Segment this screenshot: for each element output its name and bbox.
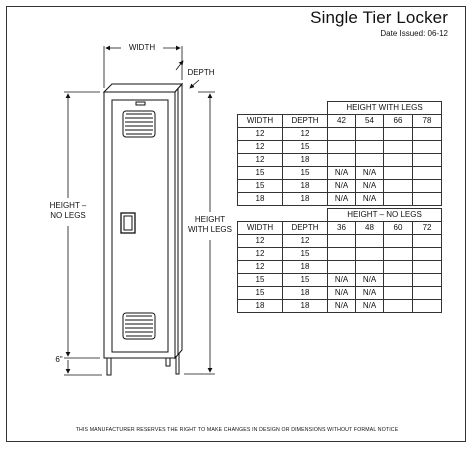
leg-height-label: 6" [55,355,63,364]
group-header: HEIGHT WITH LEGS [328,102,442,115]
table-cell [413,300,442,313]
table-cell: 12 [283,128,328,141]
depth-label: DEPTH [187,68,215,77]
table-cell [384,193,413,206]
table-cell: 12 [283,235,328,248]
table-cell [384,261,413,274]
table-row [238,141,442,154]
table-cell: 18 [238,300,283,313]
table-cell [384,300,413,313]
table-row [238,128,442,141]
column-header-row [238,222,442,235]
table-cell [413,128,442,141]
table-cell [356,261,384,274]
table-cell: N/A [328,167,356,180]
table-cell [413,261,442,274]
table-cell [384,167,413,180]
table-cell [384,141,413,154]
height-with-legs-label [185,215,235,235]
table-cell [413,274,442,287]
table-row [238,274,442,287]
table-row [238,300,442,313]
table-cell [384,180,413,193]
table-cell [413,180,442,193]
table-cell: 15 [283,167,328,180]
height-with-legs-line2: WITH LEGS [187,225,232,234]
date-issued: Date Issued: 06-12 [380,29,448,38]
table-cell: N/A [356,193,384,206]
column-header: DEPTH [283,115,328,128]
table-cell [384,235,413,248]
height-no-legs-table [237,208,442,313]
table-cell: 15 [283,274,328,287]
column-header: 48 [356,222,384,235]
group-header-row [238,102,442,115]
table-cell [356,128,384,141]
table-cell: 18 [283,154,328,167]
column-header: 36 [328,222,356,235]
height-with-legs-line1: HEIGHT [194,215,226,224]
table-cell: N/A [356,287,384,300]
table-cell [384,287,413,300]
table-row [238,235,442,248]
table-cell: N/A [328,180,356,193]
table-cell [384,248,413,261]
table-cell: 15 [238,180,283,193]
table-cell [356,154,384,167]
table-cell: 12 [238,248,283,261]
table-cell: N/A [328,287,356,300]
column-header: WIDTH [238,115,283,128]
table-cell: N/A [328,300,356,313]
group-header-row [238,209,442,222]
column-header: WIDTH [238,222,283,235]
table-cell: N/A [328,193,356,206]
table-cell [356,141,384,154]
table-cell [328,128,356,141]
table-cell: 18 [283,300,328,313]
column-header: 72 [413,222,442,235]
table-cell: 18 [238,193,283,206]
table-cell: 12 [238,235,283,248]
table-cell: 15 [238,287,283,300]
table-cell: 12 [238,261,283,274]
table-row [238,154,442,167]
column-header: 42 [328,115,356,128]
column-header: DEPTH [283,222,328,235]
table-cell: 15 [238,167,283,180]
table-cell [413,154,442,167]
table-cell: N/A [356,180,384,193]
table-cell: 12 [238,154,283,167]
height-no-legs-line2: NO LEGS [50,211,86,220]
table-cell: 12 [238,141,283,154]
table-cell [413,141,442,154]
column-header: 60 [384,222,413,235]
page-title: Single Tier Locker [310,8,448,27]
table-cell: N/A [356,274,384,287]
table-cell: 18 [283,180,328,193]
table-cell: N/A [356,167,384,180]
table-cell [384,128,413,141]
table-cell: 18 [283,287,328,300]
table-row [238,167,442,180]
table-cell [356,235,384,248]
table-cell [328,248,356,261]
table-cell [413,248,442,261]
table-cell: N/A [328,274,356,287]
height-no-legs-label [44,201,92,221]
table-cell: N/A [356,300,384,313]
height-with-legs-table [237,101,442,206]
table-row [238,287,442,300]
table-cell [413,287,442,300]
table-cell [413,193,442,206]
table-cell [328,235,356,248]
column-header: 54 [356,115,384,128]
column-header-row [238,115,442,128]
table-cell [356,248,384,261]
table-row [238,248,442,261]
table-cell: 18 [283,261,328,274]
table-row [238,261,442,274]
spacer-cell [238,102,328,115]
table-cell [328,141,356,154]
table-cell [384,274,413,287]
group-header: HEIGHT – NO LEGS [328,209,442,222]
table-cell [413,235,442,248]
table-cell: 12 [238,128,283,141]
width-label: WIDTH [128,43,156,52]
table-cell: 15 [238,274,283,287]
table-cell [328,154,356,167]
table-row [238,193,442,206]
table-cell: 15 [283,248,328,261]
table-cell [328,261,356,274]
column-header: 66 [384,115,413,128]
table-row [238,180,442,193]
table-cell [384,154,413,167]
table-cell [413,167,442,180]
table-cell: 18 [283,193,328,206]
table-cell: 15 [283,141,328,154]
column-header: 78 [413,115,442,128]
spacer-cell [238,209,328,222]
footer-notice: THIS MANUFACTURER RESERVES THE RIGHT TO MAKE CHANGES IN DESIGN OR DIMENSIONS WITHOUT FORMAL NOTICE [75,427,399,433]
height-no-legs-line1: HEIGHT – [49,201,87,210]
